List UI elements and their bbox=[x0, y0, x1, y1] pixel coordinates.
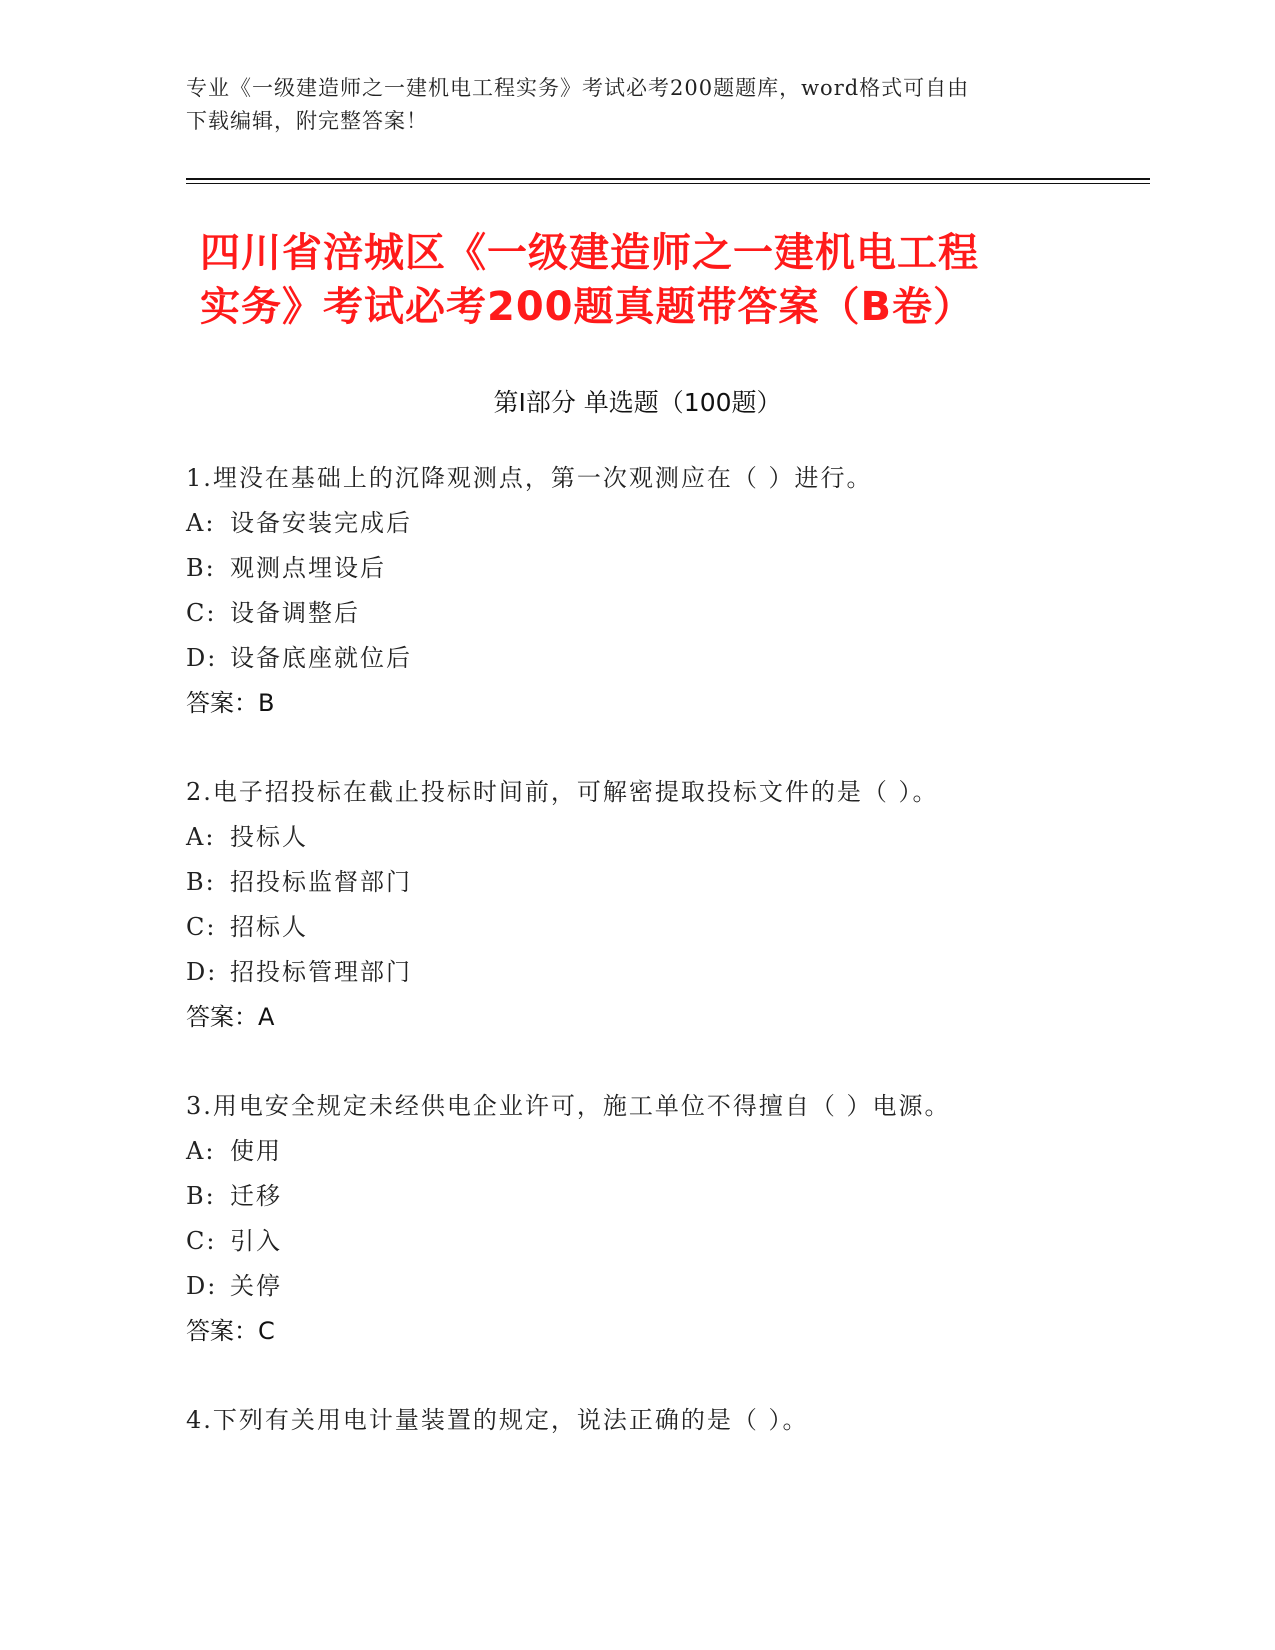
option-text: 迁移 bbox=[230, 1182, 282, 1210]
question-option-b bbox=[186, 1174, 1146, 1219]
question-stem: 2.电子招投标在截止投标时间前，可解密提取投标文件的是（ ）。 bbox=[186, 778, 939, 806]
question-option-c bbox=[186, 591, 1146, 636]
question-option-a bbox=[186, 501, 1146, 546]
option-text: 观测点埋设后 bbox=[230, 554, 386, 582]
option-key: B: bbox=[186, 1182, 216, 1210]
option-text: 引入 bbox=[230, 1227, 282, 1255]
header-divider-thin bbox=[186, 183, 1150, 184]
question-stem: 3.用电安全规定未经供电企业许可，施工单位不得擅自（ ）电源。 bbox=[186, 1092, 951, 1120]
option-key: C: bbox=[186, 913, 217, 941]
option-text: 设备调整后 bbox=[230, 599, 360, 627]
option-text: 设备底座就位后 bbox=[230, 644, 412, 672]
option-key: D: bbox=[186, 958, 218, 986]
document-title-line-2: 实务》考试必考200题真题带答案（B卷） bbox=[200, 284, 974, 330]
option-text: 投标人 bbox=[230, 823, 308, 851]
question-answer: 答案：C bbox=[186, 1317, 275, 1345]
question-3 bbox=[186, 1084, 1146, 1354]
question-stem: 4.下列有关用电计量装置的规定，说法正确的是（ ）。 bbox=[186, 1406, 809, 1434]
question-stem: 1.埋没在基础上的沉降观测点，第一次观测应在（ ）进行。 bbox=[186, 464, 873, 492]
document-title-line-1: 四川省涪城区《一级建造师之一建机电工程 bbox=[200, 230, 979, 276]
question-4 bbox=[186, 1398, 1146, 1443]
option-key: A: bbox=[186, 509, 216, 537]
question-1 bbox=[186, 456, 1146, 726]
question-option-c bbox=[186, 905, 1146, 950]
option-text: 关停 bbox=[230, 1272, 282, 1300]
option-text: 招标人 bbox=[230, 913, 308, 941]
question-option-d bbox=[186, 1264, 1146, 1309]
header-note-line-1: 专业《一级建造师之一建机电工程实务》考试必考200题题库，word格式可自由 bbox=[186, 76, 970, 100]
option-key: B: bbox=[186, 868, 216, 896]
option-key: D: bbox=[186, 1272, 218, 1300]
option-text: 招投标管理部门 bbox=[230, 958, 412, 986]
option-text: 使用 bbox=[230, 1137, 282, 1165]
question-option-d bbox=[186, 636, 1146, 681]
question-option-b bbox=[186, 546, 1146, 591]
question-option-b bbox=[186, 860, 1146, 905]
header-note-line-2: 下载编辑，附完整答案！ bbox=[186, 109, 428, 133]
question-option-c bbox=[186, 1219, 1146, 1264]
document-title bbox=[200, 226, 1100, 334]
question-option-a bbox=[186, 1129, 1146, 1174]
section-heading: 第Ⅰ部分 单选题（100题） bbox=[493, 388, 782, 417]
question-answer: 答案：A bbox=[186, 1003, 275, 1031]
option-key: A: bbox=[186, 823, 216, 851]
question-answer: 答案：B bbox=[186, 689, 275, 717]
option-key: B: bbox=[186, 554, 216, 582]
option-key: D: bbox=[186, 644, 218, 672]
option-key: C: bbox=[186, 1227, 217, 1255]
option-text: 设备安装完成后 bbox=[230, 509, 412, 537]
question-2 bbox=[186, 770, 1146, 1040]
option-text: 招投标监督部门 bbox=[230, 868, 412, 896]
header-divider-thick bbox=[186, 178, 1150, 180]
question-option-a bbox=[186, 815, 1146, 860]
header-note bbox=[186, 72, 1086, 138]
option-key: A: bbox=[186, 1137, 216, 1165]
question-option-d bbox=[186, 950, 1146, 995]
option-key: C: bbox=[186, 599, 217, 627]
